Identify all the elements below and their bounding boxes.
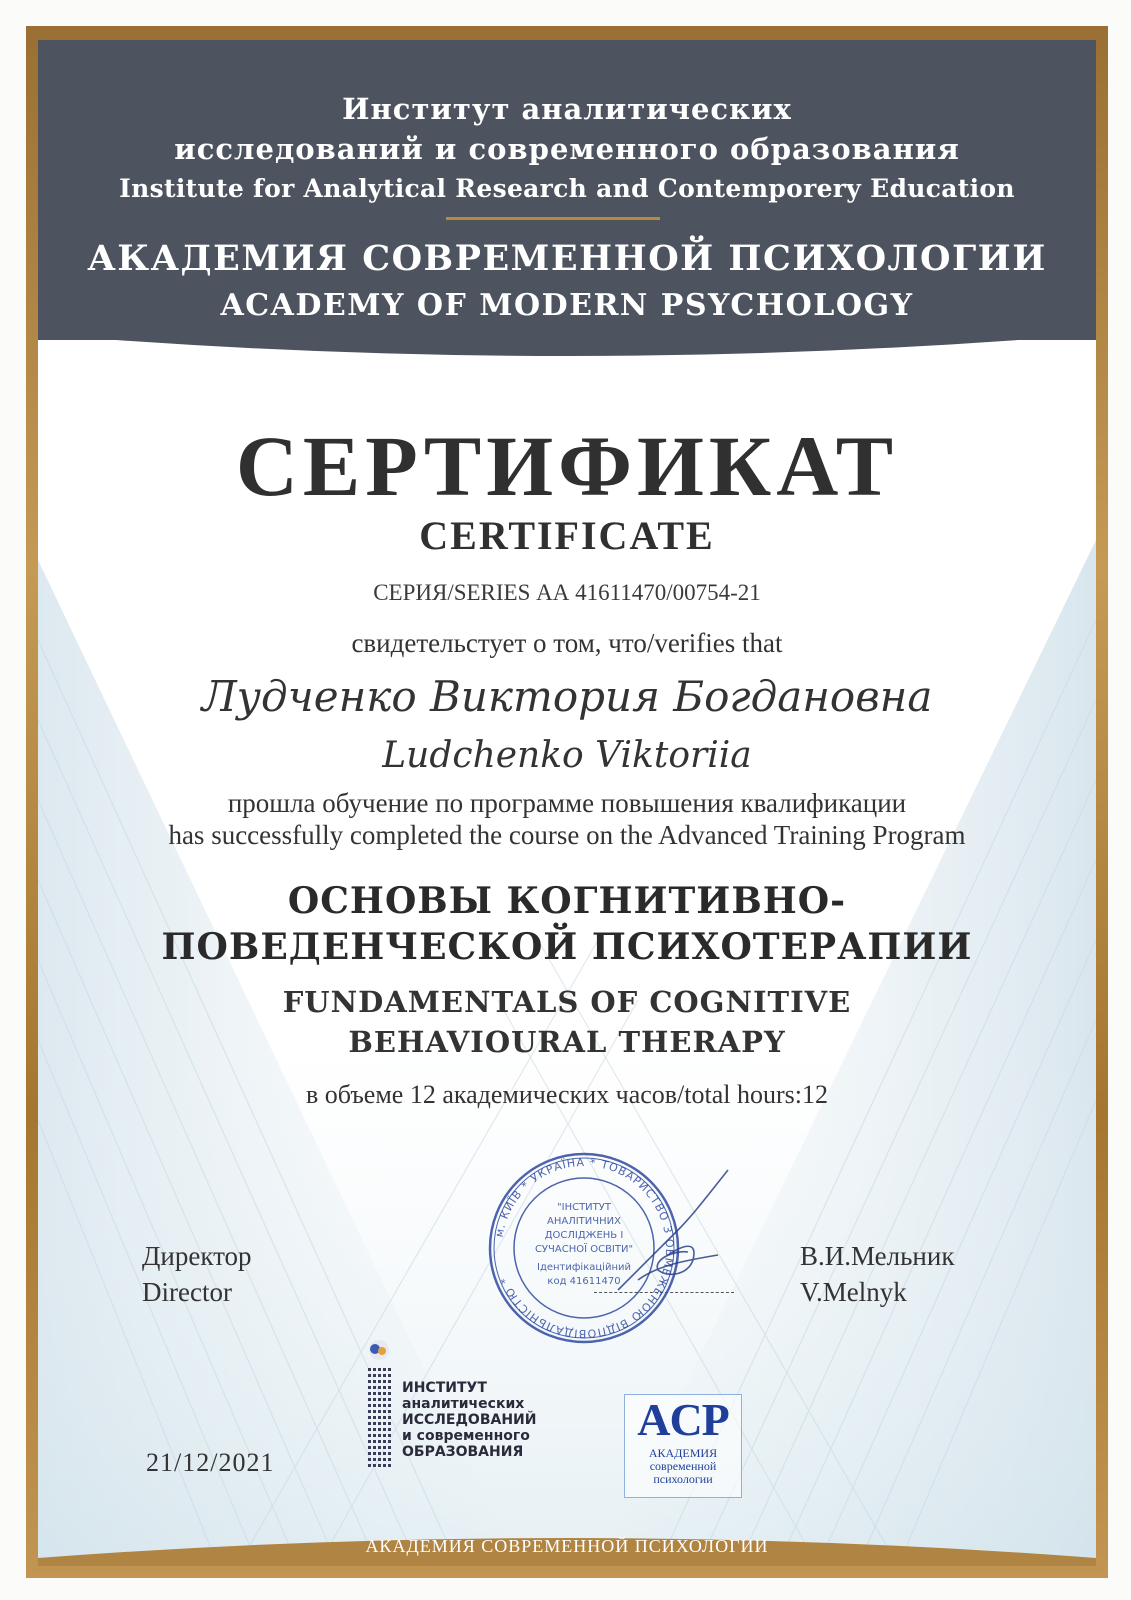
course-title-en-line2: BEHAVIOURAL THERAPY — [348, 1025, 786, 1059]
institute-logo-line3: ИССЛЕДОВАНИЙ — [402, 1412, 537, 1428]
director-name — [800, 1238, 954, 1310]
header-divider — [446, 217, 660, 220]
institute-logo-line1: ИНСТИТУТ — [402, 1380, 487, 1396]
institute-logo-line4: и современного — [402, 1428, 530, 1444]
recipient-name-ru: Лудченко Виктория Богдановна — [201, 672, 933, 721]
institute-name-en: Institute for Analytical Research and Contemporery Education — [119, 174, 1015, 203]
course-title-en-line1: FUNDAMENTALS OF COGNITIVE — [282, 985, 852, 1019]
director-signature — [598, 1160, 748, 1300]
acp-logo-subtitle — [625, 1447, 741, 1486]
stamp-line2: АНАЛІТИЧНИХ — [547, 1216, 621, 1227]
acp-logo-line3: психологии — [653, 1472, 713, 1486]
acp-logo-line2: современной — [649, 1459, 717, 1473]
course-title-ru-line1: ОСНОВЫ КОГНИТИВНО- — [287, 880, 847, 922]
certificate-series: СЕРИЯ/SERIES АА 41611470/00754-21 — [373, 580, 761, 605]
certificate-title-en: CERTIFICATE — [419, 513, 715, 558]
institute-logo-line2: аналитических — [402, 1396, 525, 1412]
institute-logo — [364, 1338, 554, 1478]
institute-name-ru-line2: исследований и современного образования — [174, 132, 960, 166]
completed-text-ru: прошла обучение по программе повышения квалификации — [227, 788, 907, 818]
director-name-en: V.Melnyk — [800, 1277, 907, 1307]
academy-name-en: ACADEMY OF MODERN PSYCHOLOGY — [220, 288, 914, 323]
course-title-ru-line2: ПОВЕДЕНЧЕСКОЙ ПСИХОТЕРАПИИ — [161, 926, 973, 968]
stamp-ring-text: м. КИЇВ * УКРАЇНА * ТОВАРИСТВО З ОБМЕЖЕНОЮ ВІДПОВІДАЛЬНІСТЮ * — [492, 1155, 677, 1341]
certificate-title-ru: СЕРТИФИКАТ — [235, 418, 899, 514]
stamp-line4: СУЧАСНОЇ ОСВІТИ" — [534, 1244, 634, 1255]
director-name-ru: В.И.Мельник — [800, 1241, 955, 1271]
acp-logo-line1: АКАДЕМИЯ — [648, 1446, 718, 1460]
completed-text-en: has successfully completed the course on the Advanced Training Program — [168, 820, 966, 850]
verifies-text: свидетельстует о том, что/verifies that — [351, 628, 783, 658]
director-title — [142, 1238, 252, 1310]
course-hours: в объеме 12 академических часов/total hours:12 — [305, 1080, 828, 1109]
certificate-body — [38, 40, 1096, 1566]
acp-logo — [624, 1394, 742, 1498]
director-title-ru: Директор — [142, 1241, 252, 1271]
acp-logo-letters: ACP — [637, 1394, 729, 1445]
issue-date: 21/12/2021 — [146, 1448, 275, 1477]
institute-logo-text — [402, 1380, 536, 1460]
institute-logo-line5: ОБРАЗОВАНИЯ — [402, 1444, 524, 1460]
footer-text: АКАДЕМИЯ СОВРЕМЕННОЙ ПСИХОЛОГИИ — [365, 1536, 769, 1556]
recipient-name-en: Ludchenko Viktoriia — [382, 735, 752, 776]
institute-logo-mark — [364, 1338, 394, 1478]
stamp-line1: "ІНСТИТУТ — [557, 1202, 611, 1213]
stamp-line6: код 41611470 — [547, 1276, 621, 1287]
header-wave — [38, 330, 1096, 370]
institute-name-ru-line1: Институт аналитических — [342, 92, 792, 126]
director-title-en: Director — [142, 1277, 232, 1307]
stamp-line3: ДОСЛІДЖЕНЬ І — [544, 1230, 624, 1241]
stamp-line5: Ідентифікаційний — [537, 1262, 631, 1273]
academy-name-ru: АКАДЕМИЯ СОВРЕМЕННОЙ ПСИХОЛОГИИ — [87, 238, 1047, 279]
